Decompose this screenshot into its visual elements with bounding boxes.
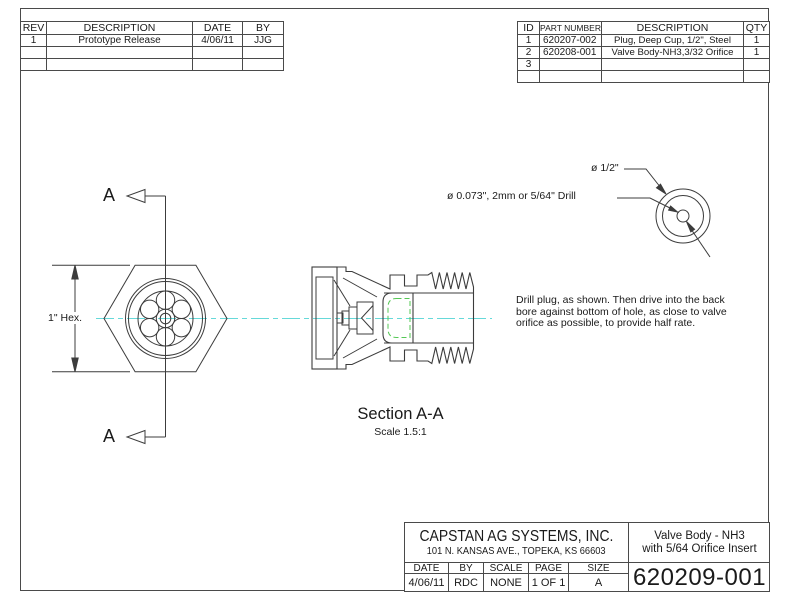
by-field-value: RDC [449, 574, 484, 592]
drawing-title-line2: with 5/64 Orifice Insert [642, 542, 757, 555]
part-row-cell: 1 [744, 35, 770, 47]
part-row-cell [602, 59, 744, 71]
id-col-header: ID [518, 22, 540, 35]
part-row-cell: 1 [518, 35, 540, 47]
plug-detail-view [617, 169, 710, 257]
page-field-label: PAGE [529, 563, 569, 574]
rev-row-cell [193, 47, 243, 59]
rev-row-cell [47, 59, 193, 71]
section-cutting-line [127, 190, 166, 444]
scale-field-value: NONE [484, 574, 529, 592]
part-number-col-header: PART NUMBER [540, 23, 601, 33]
note-line: Drill plug, as shown. Then drive into the back [516, 294, 725, 306]
date-field-label: DATE [405, 563, 449, 574]
drawing-number: 620209-001 [632, 563, 767, 591]
date-col-header: DATE [193, 22, 243, 35]
rev-row-cell [193, 59, 243, 71]
part-row-cell [602, 71, 744, 83]
part-row-cell: Valve Body-NH3,3/32 Orifice [602, 47, 744, 59]
company-name: CAPSTAN AG SYSTEMS, INC. [419, 528, 614, 545]
hex-dimension-label: 1" Hex. [48, 312, 83, 324]
note-line: bore against bottom of hole, as close to valve [516, 305, 727, 318]
instruction-note [516, 295, 776, 330]
part-row-cell: 2 [518, 47, 540, 59]
plug-diameter-label: ø 1/2" [591, 162, 619, 174]
rev-row-cell: JJG [243, 35, 284, 47]
section-arrow-label-bottom: A [103, 426, 116, 446]
rev-row-cell: Prototype Release [47, 35, 193, 47]
section-arrow-label-top: A [103, 185, 116, 205]
part-row-cell: Plug, Deep Cup, 1/2", Steel [602, 35, 744, 47]
drawing-title-line1: Valve Body - NH3 [654, 529, 745, 542]
part-row-cell: 620207-002 [540, 35, 602, 47]
part-row-cell: 3 [518, 59, 540, 71]
parts-table [517, 21, 770, 83]
part-row-cell [540, 59, 602, 71]
rev-row-cell [21, 47, 47, 59]
description-col-header: DESCRIPTION [602, 22, 744, 35]
part-row-cell: 1 [744, 47, 770, 59]
scale-field-label: SCALE [484, 563, 529, 574]
company-box [405, 523, 629, 563]
part-row-cell [540, 71, 602, 83]
section-scale: Scale 1.5:1 [374, 426, 427, 438]
size-field-value: A [569, 574, 629, 592]
by-col-header: BY [243, 22, 284, 35]
rev-row-cell [47, 47, 193, 59]
date-field-value: 4/06/11 [405, 574, 449, 592]
description-col-header: DESCRIPTION [47, 22, 193, 35]
section-title: Section A-A [357, 405, 444, 423]
rev-row-cell: 1 [21, 35, 47, 47]
company-address: 101 N. KANSAS AVE., TOPEKA, KS 66603 [427, 546, 606, 557]
drill-diameter-note: ø 0.073", 2mm or 5/64" Drill [447, 190, 576, 202]
title-block [404, 522, 770, 592]
part-row-cell [518, 71, 540, 83]
rev-row-cell [243, 59, 284, 71]
page-field-value: 1 OF 1 [529, 574, 569, 592]
part-row-cell: 620208-001 [540, 47, 602, 59]
note-line: orifice as possible, to provide half rate. [516, 317, 696, 330]
rev-row-cell [243, 47, 284, 59]
rev-row-cell [21, 59, 47, 71]
rev-row-cell: 4/06/11 [193, 35, 243, 47]
by-field-label: BY [449, 563, 484, 574]
qty-col-header: QTY [744, 22, 770, 35]
part-row-cell [744, 71, 770, 83]
rev-col-header: REV [21, 22, 47, 35]
drawing-title-box [629, 523, 770, 563]
revision-table [20, 21, 284, 71]
part-row-cell [744, 59, 770, 71]
size-field-label: SIZE [569, 563, 629, 574]
